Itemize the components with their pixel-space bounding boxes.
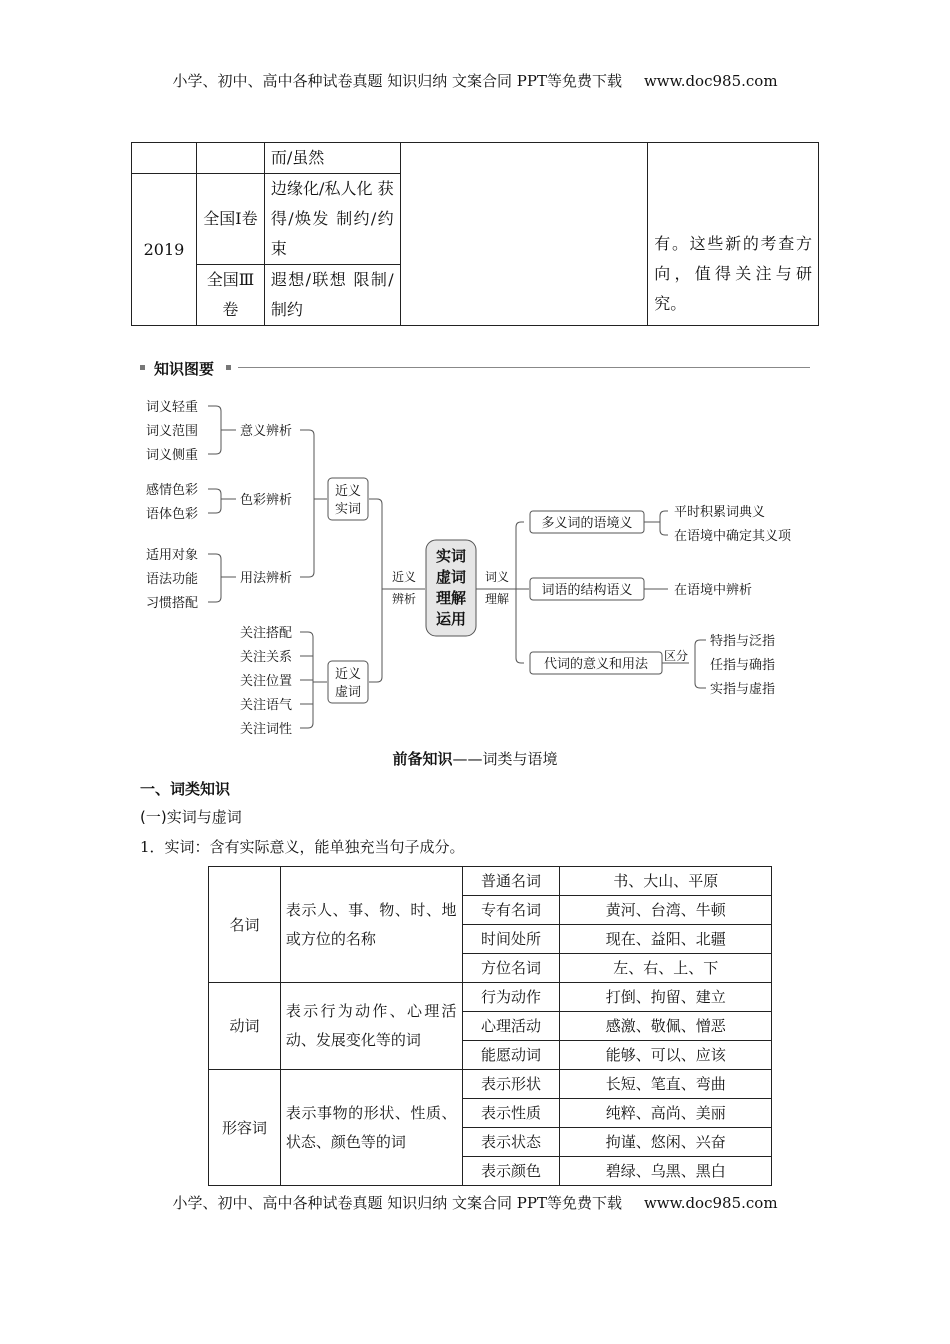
subtype-cell: 能愿动词	[462, 1041, 560, 1070]
description-cell: 表示行为动作、心理活动、发展变化等的词	[280, 983, 462, 1070]
caption	[0, 748, 950, 769]
jiegou-label: 词语的结构语义	[541, 583, 633, 598]
example-cell: 纯粹、高尚、美丽	[560, 1099, 772, 1128]
mindmap-item: 关注搭配	[240, 626, 293, 641]
mindmap-item: 在语境中辨析	[674, 583, 753, 598]
category-cell: 动词	[209, 983, 281, 1070]
subtype-cell: 行为动作	[462, 983, 560, 1012]
mindmap-item: 关注词性	[240, 722, 293, 737]
description-cell: 表示人、事、物、时、地或方位的名称	[280, 867, 462, 983]
subtype-cell: 专有名词	[462, 896, 560, 925]
words-cell: 遐想/联想 限制/制约	[264, 265, 400, 326]
footer-text: 小学、初中、高中各种试卷真题 知识归纳 文案合同 PPT等免费下载	[172, 1194, 622, 1212]
mindmap-item: 词义侧重	[146, 448, 199, 463]
example-cell: 黄河、台湾、牛顿	[560, 896, 772, 925]
example-cell: 长短、笔直、弯曲	[560, 1070, 772, 1099]
link-label: 理解	[484, 592, 510, 606]
mindmap-label: 色彩辨析	[240, 493, 293, 508]
subtype-cell: 时间处所	[462, 925, 560, 954]
subtype-cell: 表示形状	[462, 1070, 560, 1099]
xuci-box-line: 近义	[334, 667, 362, 682]
paragraph: 1．实词：含有实际意义，能单独充当句子成分。	[140, 838, 465, 856]
paper-cell: 全国Ⅰ卷	[196, 174, 264, 265]
note-cell: 有。这些新的考查方向，值得关注与研究。	[648, 143, 819, 326]
words-cell: 边缘化/私人化 获得/焕发 制约/约束	[264, 174, 400, 265]
subtype-cell: 表示颜色	[462, 1157, 560, 1186]
daici-label: 代词的意义和用法	[543, 657, 649, 672]
link-label: 区分	[664, 649, 689, 663]
example-cell: 碧绿、乌黑、黑白	[560, 1157, 772, 1186]
link-label: 词义	[484, 570, 510, 584]
example-cell: 感激、敬佩、憎恶	[560, 1012, 772, 1041]
subtype-cell: 普通名词	[462, 867, 560, 896]
header-text: 小学、初中、高中各种试卷真题 知识归纳 文案合同 PPT等免费下载	[172, 72, 622, 90]
example-cell: 能够、可以、应该	[560, 1041, 772, 1070]
mindmap-item: 词义轻重	[146, 400, 199, 415]
center-line: 实词	[435, 547, 467, 565]
duoyi-label: 多义词的语境义	[541, 516, 633, 531]
subtype-cell: 表示性质	[462, 1099, 560, 1128]
example-cell: 书、大山、平原	[560, 867, 772, 896]
center-line: 虚词	[435, 568, 467, 586]
year-cell: 2019	[132, 174, 197, 326]
words-cell: 而/虽然	[264, 143, 400, 174]
mindmap-item: 特指与泛指	[710, 634, 776, 649]
mindmap-item: 关注位置	[240, 674, 293, 689]
link-label: 辨析	[391, 592, 417, 606]
mindmap-item: 关注关系	[240, 650, 293, 665]
section-title: 知识图要	[154, 360, 215, 378]
mindmap-label: 用法辨析	[240, 571, 293, 586]
heading-1: 一、词类知识	[140, 780, 231, 798]
example-cell: 左、右、上、下	[560, 954, 772, 983]
center-line: 理解	[435, 589, 467, 607]
mindmap-item: 感情色彩	[146, 483, 199, 498]
link-label: 近义	[391, 570, 417, 584]
subtype-cell: 心理活动	[462, 1012, 560, 1041]
mindmap-item: 在语境中确定其义项	[674, 529, 792, 544]
mindmap-item: 关注语气	[240, 698, 293, 713]
mindmap-item: 任指与确指	[710, 658, 776, 673]
example-cell: 打倒、拘留、建立	[560, 983, 772, 1012]
paper-cell: 全国Ⅲ卷	[196, 265, 264, 326]
mindmap-item: 习惯搭配	[146, 596, 199, 611]
subtype-cell: 方位名词	[462, 954, 560, 983]
mindmap-item: 词义范围	[146, 424, 199, 439]
shici-box-line: 近义	[334, 484, 362, 499]
caption-rest: ——词类与语境	[452, 750, 558, 768]
mindmap-item: 平时积累词典义	[674, 505, 766, 520]
center-line: 运用	[435, 610, 467, 628]
mindmap-label: 意义辨析	[240, 424, 293, 439]
shici-box-line: 实词	[334, 502, 362, 517]
footer-url[interactable]: www.doc985.com	[643, 1194, 778, 1212]
example-cell: 拘谨、悠闲、兴奋	[560, 1128, 772, 1157]
description-cell: 表示事物的形状、性质、状态、颜色等的词	[280, 1070, 462, 1186]
heading-2: (一)实词与虚词	[140, 808, 242, 826]
word-class-table	[208, 866, 772, 1186]
mindmap-item: 实指与虚指	[710, 682, 776, 697]
mindmap-item: 语法功能	[146, 572, 199, 587]
mindmap-item: 适用对象	[146, 548, 199, 563]
mindmap-item: 语体色彩	[146, 507, 199, 522]
xuci-box-line: 虚词	[334, 685, 362, 700]
example-cell: 现在、益阳、北疆	[560, 925, 772, 954]
category-cell: 形容词	[209, 1070, 281, 1186]
caption-bold: 前备知识	[392, 750, 453, 768]
header-url[interactable]: www.doc985.com	[643, 72, 778, 90]
subtype-cell: 表示状态	[462, 1128, 560, 1157]
category-cell: 名词	[209, 867, 281, 983]
page-footer	[0, 1192, 950, 1213]
